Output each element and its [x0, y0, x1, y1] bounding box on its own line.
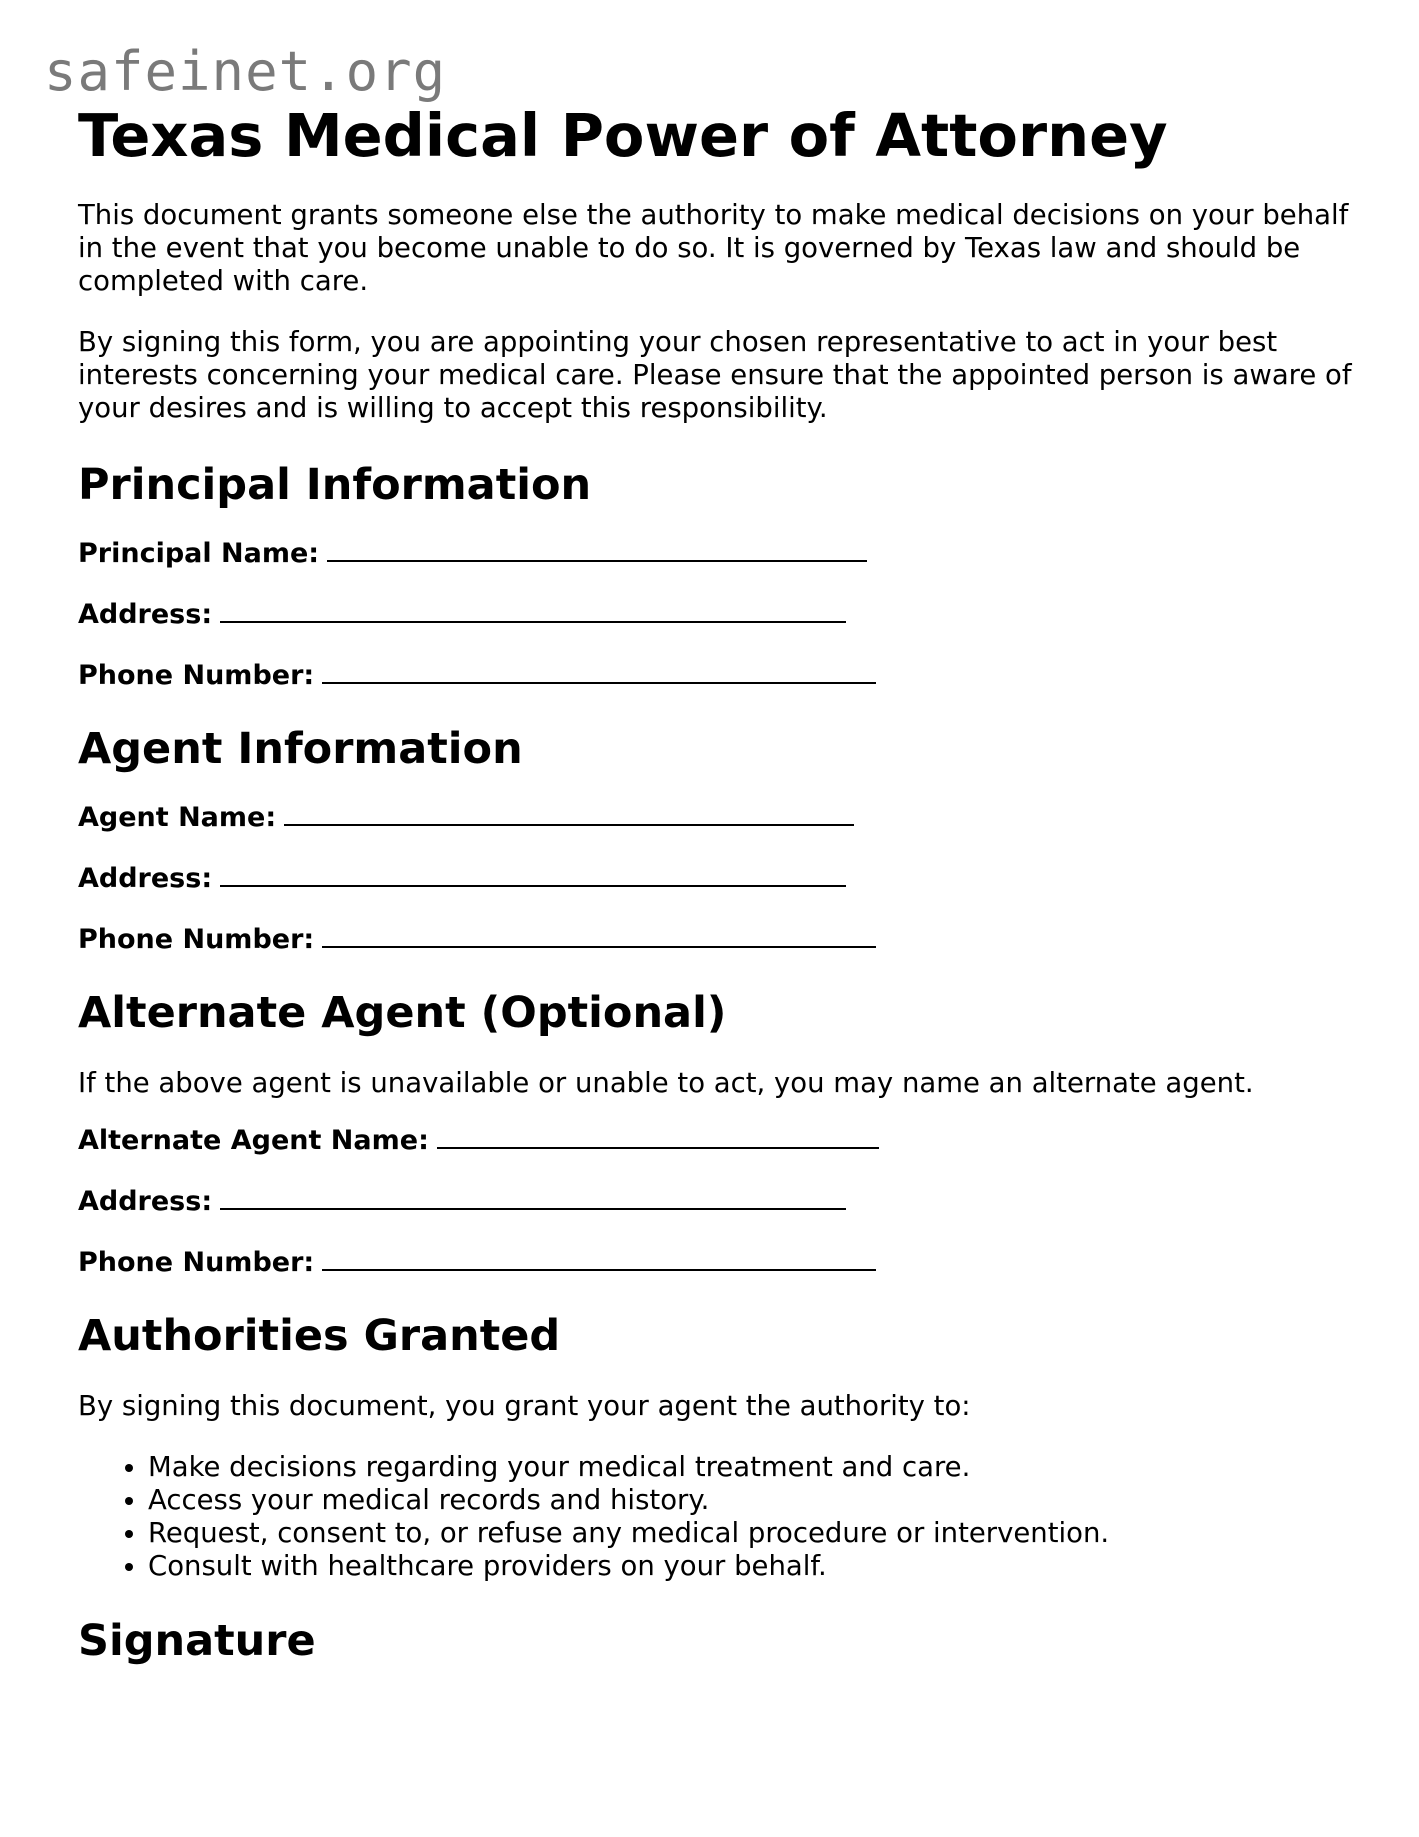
alternate-name-label: Alternate Agent Name:: [78, 1125, 429, 1156]
authority-item: • Consult with healthcare providers on your behalf.: [148, 1550, 1358, 1583]
authorities-list: [78, 1451, 1358, 1583]
alternate-phone-label: Phone Number:: [78, 1247, 315, 1278]
agent-address-blank[interactable]: [220, 861, 846, 887]
alternate-heading: Alternate Agent (Optional): [78, 988, 727, 1038]
agent-phone-field: [78, 920, 1358, 960]
principal-address-blank[interactable]: [220, 597, 846, 623]
watermark: safeinet.org: [44, 40, 447, 103]
agent-name-field: [78, 798, 1358, 838]
agent-address-label: Address:: [78, 863, 213, 894]
principal-name-blank[interactable]: [327, 536, 867, 562]
authority-item: • Request, consent to, or refuse any medical procedure or intervention.: [148, 1517, 1358, 1550]
agent-phone-blank[interactable]: [322, 922, 876, 948]
authority-item: • Make decisions regarding your medical treatment and care.: [148, 1451, 1358, 1484]
principal-heading: Principal Information: [78, 460, 592, 510]
alternate-name-field: [78, 1121, 1358, 1161]
agent-name-label: Agent Name:: [78, 802, 277, 833]
alternate-phone-blank[interactable]: [322, 1245, 876, 1271]
signature-heading: Signature: [78, 1616, 316, 1666]
authority-item: • Access your medical records and history.: [148, 1484, 1358, 1517]
principal-name-label: Principal Name:: [78, 538, 320, 569]
agent-heading: Agent Information: [78, 724, 523, 774]
alternate-address-blank[interactable]: [220, 1184, 846, 1210]
authorities-intro: By signing this document, you grant your agent the authority to:: [78, 1390, 971, 1422]
document-title: Texas Medical Power of Attorney: [78, 101, 1168, 170]
document: [78, 96, 1358, 1669]
alternate-phone-field: [78, 1243, 1358, 1283]
intro-paragraph-1: This document grants someone else the authority to make medical decisions on your behalf in the event that you become unable to do so. It is governed by Texas law and should be completed with care.: [78, 199, 1349, 297]
principal-name-field: [78, 534, 1358, 574]
authorities-heading: Authorities Granted: [78, 1311, 561, 1361]
principal-address-field: [78, 595, 1358, 635]
agent-address-field: [78, 859, 1358, 899]
intro-paragraph-2: By signing this form, you are appointing your chosen representative to act in your best interests concerning your medical care. Please ensure that the appointed person is aware of your desires and is willing to accept this responsibility.: [78, 326, 1352, 424]
principal-phone-label: Phone Number:: [78, 660, 315, 691]
agent-phone-label: Phone Number:: [78, 924, 315, 955]
principal-phone-field: [78, 656, 1358, 696]
principal-phone-blank[interactable]: [322, 658, 876, 684]
agent-name-blank[interactable]: [284, 800, 854, 826]
alternate-note: If the above agent is unavailable or unable to act, you may name an alternate agent.: [78, 1067, 1254, 1099]
alternate-address-field: [78, 1182, 1358, 1222]
alternate-name-blank[interactable]: [437, 1123, 879, 1149]
alternate-address-label: Address:: [78, 1186, 213, 1217]
principal-address-label: Address:: [78, 599, 213, 630]
